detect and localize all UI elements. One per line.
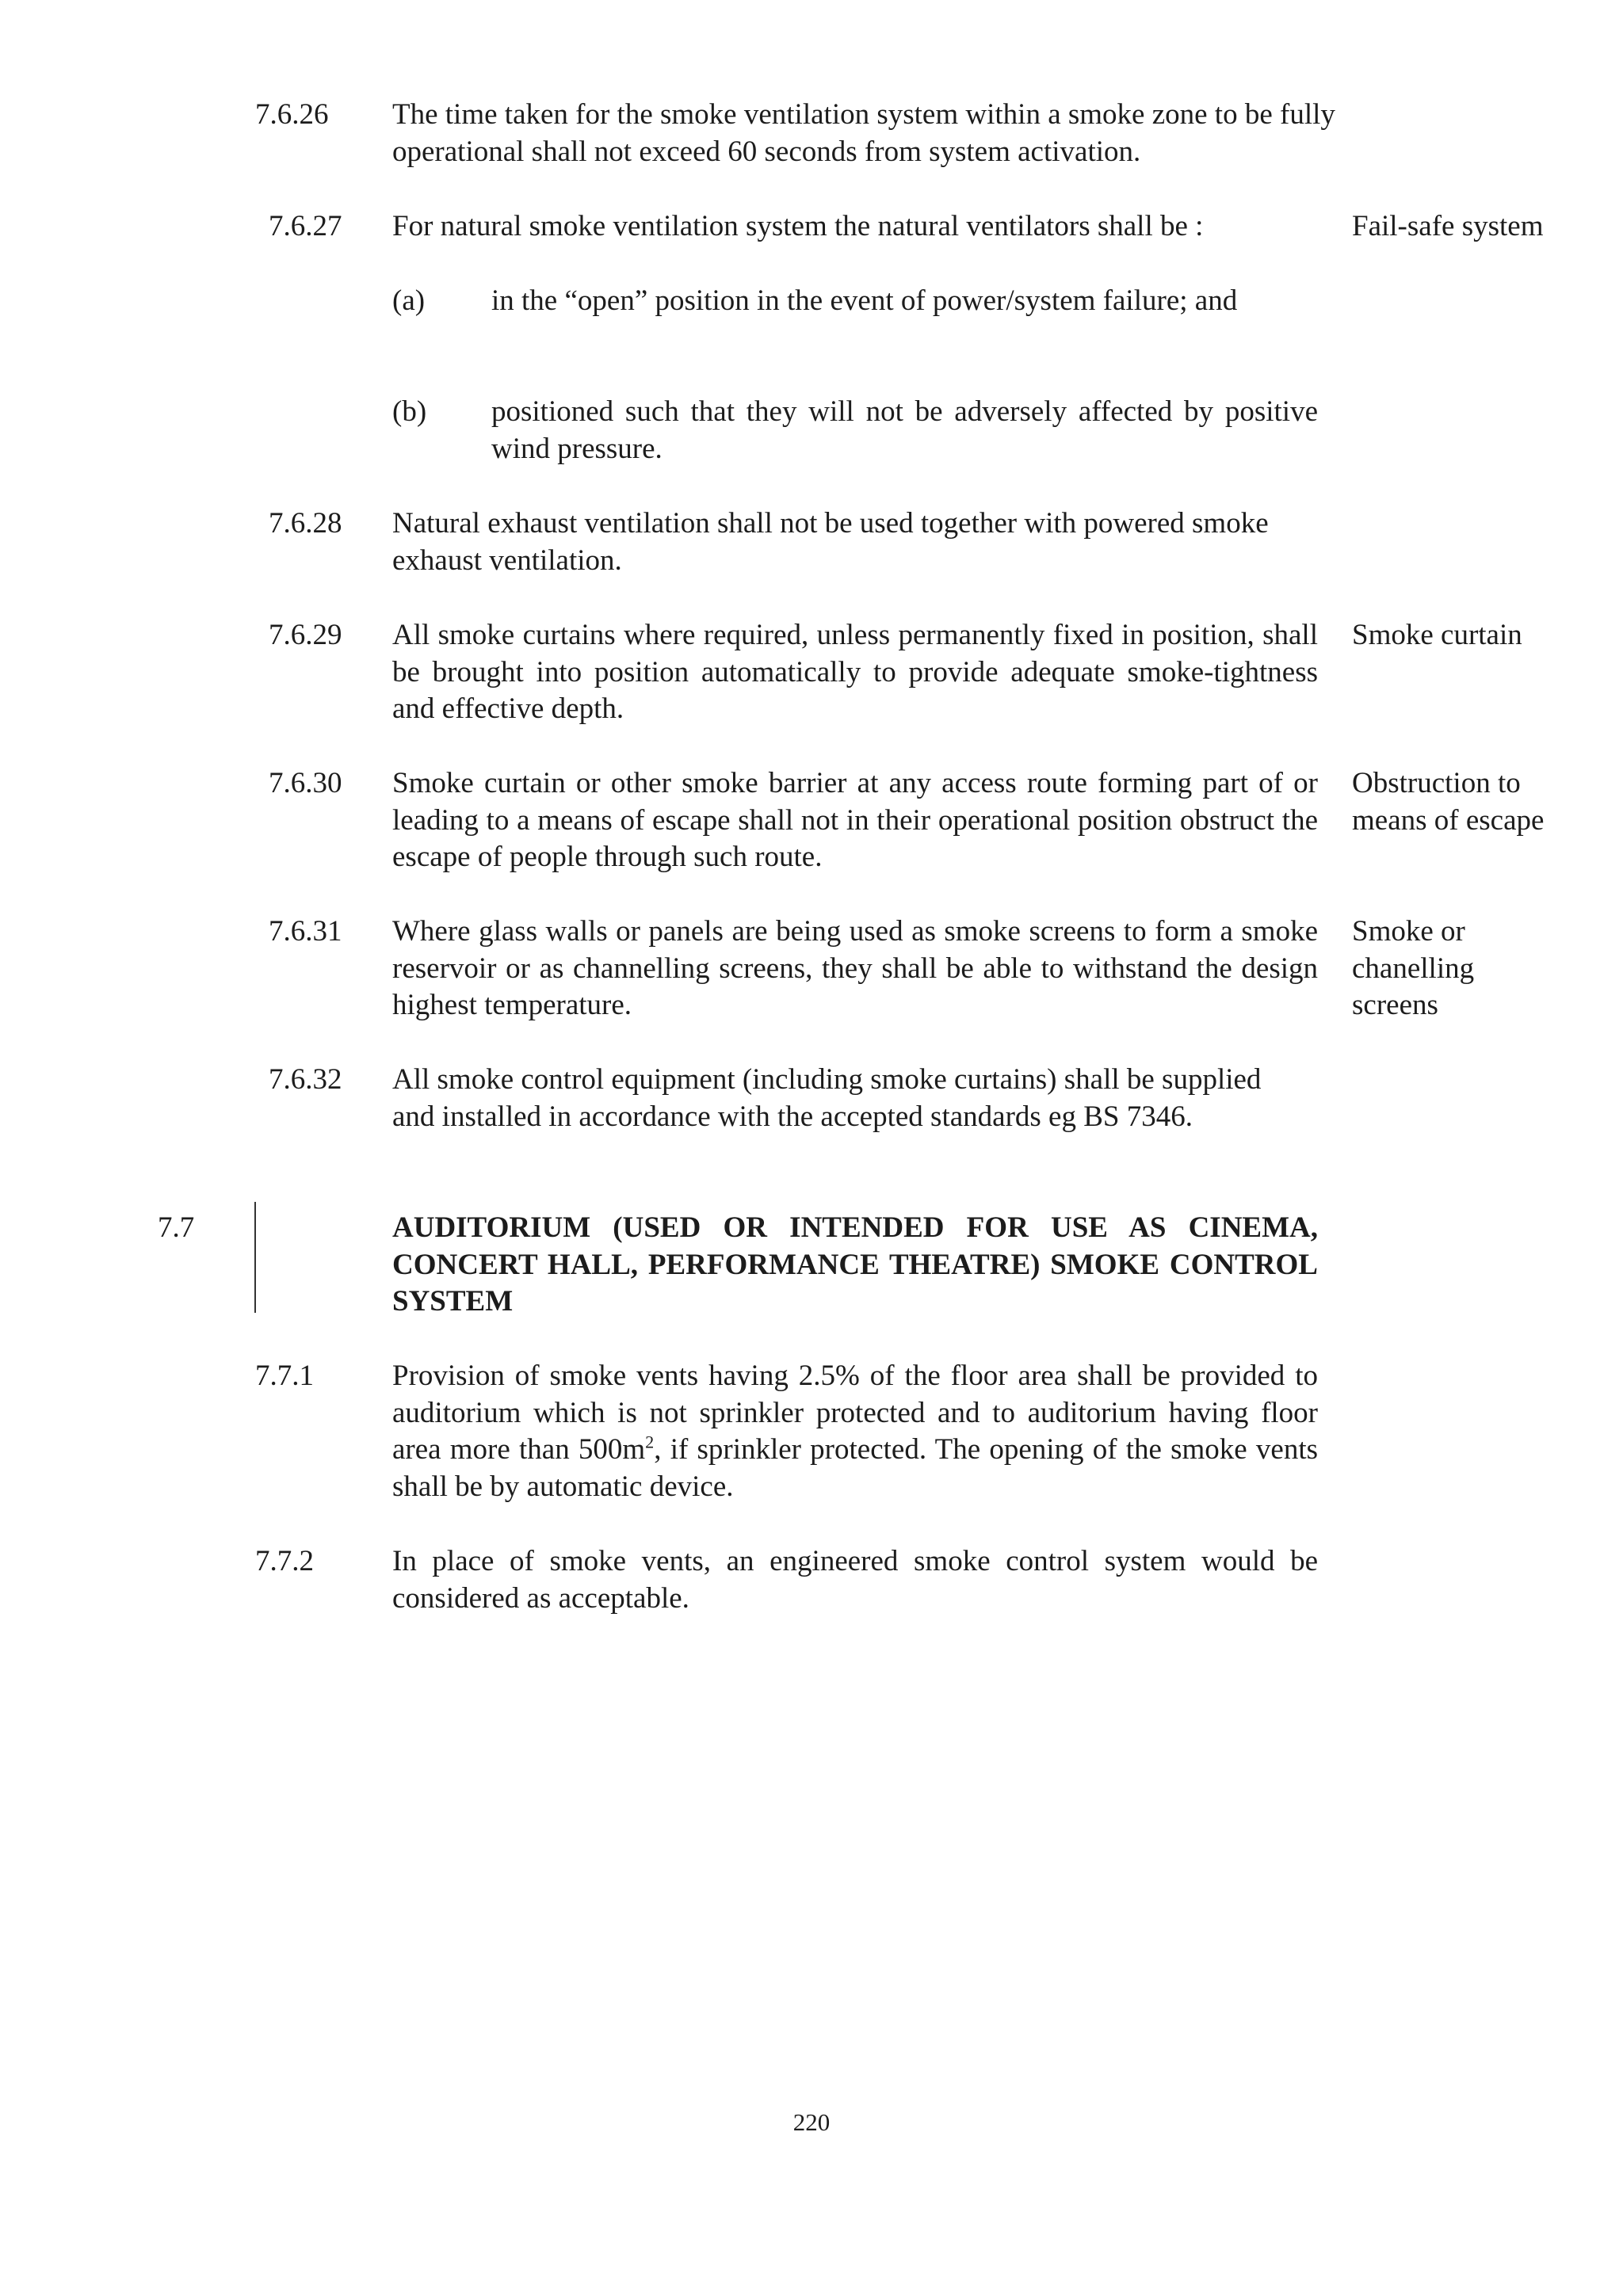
clause-number: 7.7.1 [255,1360,314,1392]
side-note: Fail-safe system [1352,210,1544,242]
clause-number: 7.6.30 [269,767,342,799]
clause-number: 7.6.28 [269,507,342,540]
subitem-label: (a) [392,284,426,317]
clause-text: All smoke control equipment (including smoke curtains) shall be supplied and installed in accordance with the accepted standards eg BS 7346. [392,1063,1262,1133]
clause-text: The time taken for the smoke ventilation system within a smoke zone to be fully operational shall not exceed 60 seconds from system activation. [392,98,1335,168]
side-note: Obstruction to means of escape [1352,767,1545,837]
superscript: 2 [645,1432,655,1452]
clause-number: 7.6.32 [269,1063,342,1096]
clause-number: 7.6.31 [269,915,342,948]
section-title: AUDITORIUM (USED OR INTENDED FOR USE AS CINEMA, CONCERT HALL, PERFORMANCE THEATRE) SMOKE CONTROL SYSTEM [392,1211,1318,1318]
clause-number: 7.7.2 [255,1545,314,1577]
clause-text: Where glass walls or panels are being used as smoke screens to form a smoke reservoir or as channelling screens, they shall be able to withstand the design highest temperature. [392,915,1318,1021]
page-number: 220 [792,2108,831,2136]
clause-text: In place of smoke vents, an engineered smoke control system would be considered as acceptable. [392,1545,1318,1615]
clause-number: 7.6.27 [269,210,342,242]
clause-text-part: , if sprinkler protected. The opening of the smoke vents shall be by automatic device. [392,1433,1318,1503]
side-note: Smoke curtain [1352,619,1522,651]
change-bar [254,1202,256,1313]
clause-number: 7.6.29 [269,619,342,651]
clause-text: For natural smoke ventilation system the natural ventilators shall be : [392,210,1204,242]
clause-text: All smoke curtains where required, unless permanently fixed in position, shall be brought into position automatically to provide adequate smoke-tightness and effective depth. [392,619,1318,725]
clause-number: 7.6.26 [255,98,329,131]
clause-text: Natural exhaust ventilation shall not be used together with powered smoke exhaust ventilation. [392,507,1269,577]
subitem-text: positioned such that they will not be adversely affected by positive wind pressure. [491,395,1318,465]
clause-text-part: Provision of smoke vents having 2.5% of the floor area shall be provided to auditorium which is not sprinkler protected and to auditorium having floor area more than 500m [392,1360,1318,1466]
clause-text: Smoke curtain or other smoke barrier at any access route forming part of or leading to a means of escape shall not in their operational position obstruct the escape of people through such route. [392,767,1318,873]
clause-text [392,1358,1318,1505]
subitem-text: in the “open” position in the event of power/system failure; and [491,284,1238,317]
subitem-label: (b) [392,395,427,428]
section-number: 7.7 [158,1211,195,1244]
side-note: Smoke or chanelling screens [1352,915,1475,1021]
